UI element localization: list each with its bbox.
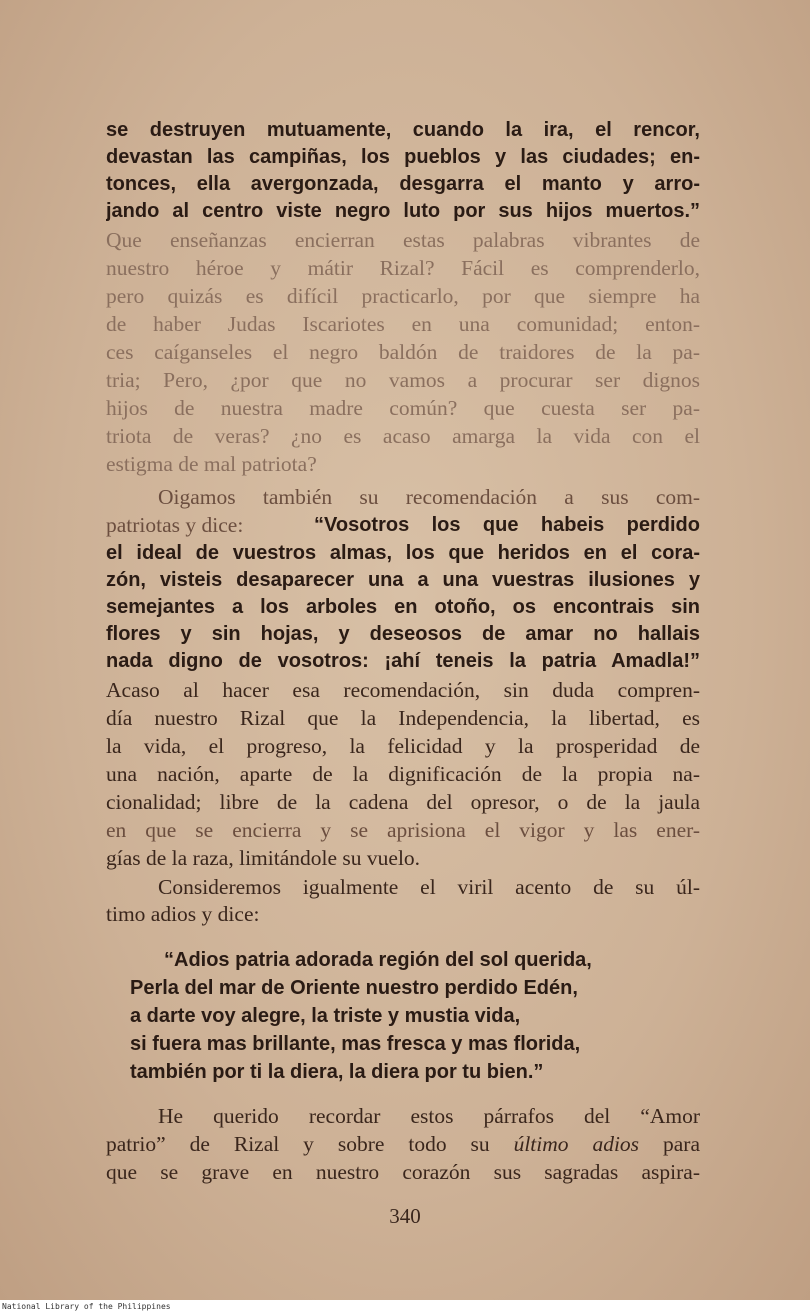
text-line: ces caíganseles el negro baldón de traidores de la pa-: [106, 340, 700, 364]
text-line: zón, visteis desaparecer una a una vuestras ilusiones y: [106, 569, 700, 591]
text-line: semejantes a los arboles en otoño, os encontrais sin: [106, 596, 700, 618]
text-line: día nuestro Rizal que la Independencia, la libertad, es: [106, 706, 700, 730]
text-line: tria; Pero, ¿por que no vamos a procurar ser dignos: [106, 368, 700, 392]
page-number: 340: [389, 1204, 421, 1228]
text-line: devastan las campiñas, los pueblos y las ciudades; en-: [106, 146, 700, 168]
text-line: pero quizás es difícil practicarlo, por que siempre ha: [106, 284, 700, 308]
text-line: “Vosotros los que habeis perdido: [314, 514, 700, 536]
text-line: patriotas y dice:: [106, 513, 244, 537]
text-line: nuestro héroe y mátir Rizal? Fácil es comprenderlo,: [106, 256, 700, 280]
verse-line: Perla del mar de Oriente nuestro perdido Edén,: [130, 977, 578, 999]
library-footer: National Library of the Philippines: [0, 1300, 810, 1313]
verse-line: a darte voy alegre, la triste y mustia vida,: [130, 1005, 521, 1027]
text-line: cionalidad; libre de la cadena del opresor, o de la jaula: [106, 790, 700, 814]
text-line: gías de la raza, limitándole su vuelo.: [106, 846, 421, 870]
text-line: que se grave en nuestro corazón sus sagradas aspira-: [106, 1160, 700, 1184]
text-line: de haber Judas Iscariotes en una comunidad; enton-: [106, 312, 700, 336]
verse-line: también por ti la diera, la diera por tu bien.”: [130, 1061, 544, 1083]
text-line: triota de veras? ¿no es acaso amarga la vida con el: [106, 424, 700, 448]
text-line: nada digno de vosotros: ¡ahí teneis la patria Amadla!”: [106, 650, 700, 672]
text-line: se destruyen mutuamente, cuando la ira, el rencor,: [106, 119, 700, 141]
text-line: hijos de nuestra madre común? que cuesta ser pa-: [106, 396, 700, 420]
emphasis-ultimo-adios: último adios: [513, 1132, 640, 1156]
verse-line: si fuera mas brillante, mas fresca y mas florida,: [130, 1033, 581, 1055]
text-line: patrio” de Rizal y sobre todo su último adios para: [106, 1132, 700, 1156]
text-line: Que enseñanzas encierran estas palabras vibrantes de: [106, 228, 700, 252]
text-line: en que se encierra y se aprisiona el vigor y las ener-: [106, 818, 700, 842]
text-line: la vida, el progreso, la felicidad y la prosperidad de: [106, 734, 700, 758]
text-line: Oigamos también su recomendación a sus com-: [158, 485, 700, 509]
text-line: timo adios y dice:: [106, 902, 260, 926]
text-line: el ideal de vuestros almas, los que heridos en el cora-: [106, 542, 700, 564]
verse-line: “Adios patria adorada región del sol querida,: [164, 949, 592, 971]
text-line: Acaso al hacer esa recomendación, sin duda compren-: [106, 678, 700, 702]
text-line: tonces, ella avergonzada, desgarra el manto y arro-: [106, 173, 700, 195]
text-line: Consideremos igualmente el viril acento de su úl-: [158, 875, 700, 899]
text-line: He querido recordar estos párrafos del “Amor: [158, 1104, 700, 1128]
text-line: estigma de mal patriota?: [106, 452, 317, 476]
text-line: una nación, aparte de la dignificación de la propia na-: [106, 762, 700, 786]
text-line: jando al centro viste negro luto por sus hijos muertos.”: [106, 200, 700, 222]
text-line: flores y sin hojas, y deseosos de amar no hallais: [106, 623, 700, 645]
